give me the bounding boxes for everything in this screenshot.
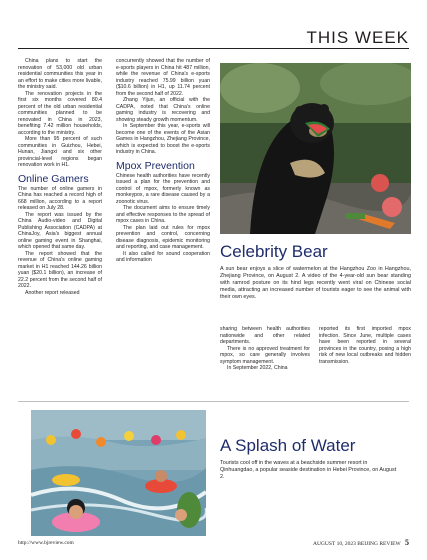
paragraph: The document aims to ensure timely and effective responses to the spread of mpox cases in China. [116,205,210,224]
paragraph: The renovation projects in the first six months covered 80.4 percent of the old urban residential communities planned to be renovated in China in 2023, benefiting 7.42 million households, according to the ministry. [18,90,102,136]
column-2 [116,58,210,264]
beach-photo [31,410,206,536]
paragraph: It also called for sound cooperation and information [116,250,210,263]
sun-bear-photo [220,63,411,234]
column-1 [18,58,102,296]
paragraph: There is no approved treatment for mpox, so care generally involves symptom management. [220,345,310,365]
heading-online-gamers: Online Gamers [18,172,89,185]
paragraph: reported its first imported mpox infection. Since June, multiple cases have been reported in several provinces in the country, posing a high risk of new local outbreaks and hidden transmission. [319,326,411,365]
paragraph: concurrently showed that the number of e-sports players in China hit 487 million, while the revenue of China's e-sports industry reached 75.99 billion yuan ($10.6 billion) in H1, up 11.74 percent from the second half of 2022. [116,58,210,97]
footer-url[interactable]: http://www.bjreview.com [18,540,74,546]
paragraph: The number of online gamers in China has reached a record high of 668 million, according to a report released on July 28. [18,185,102,211]
paragraph: In September 2022, China [227,365,288,371]
column-4 [319,326,411,365]
paragraph: China plans to start the renovation of 53,000 old urban residential communities this year in an effort to make cities more livable, the ministry said. [18,58,102,90]
heading-splash-of-water: A Splash of Water [220,436,356,455]
paragraph: Chinese health authorities have recently issued a plan for the prevention and control of mpox, formerly known as monkeypox, a rare disease caused by a zoonotic virus. [116,172,210,205]
paragraph: Another report released [25,289,80,296]
paragraph: More than 95 percent of such communities in Guizhou, Hebei, Hunan, Jiangxi and six other provincial-level regions began renovation work in H1. [18,136,102,168]
paragraph: In September this year, e-sports will become one of the events of the Asian Games in Hangzhou, Zhejiang Province, which is expected to boost the e-sports industry in China. [116,123,210,155]
paragraph: The report was issued by the China Audio-video and Digital Publishing Association (CADPA) at ChinaJoy, Asia's biggest annual online gaming event in Shanghai, which opened that same day. [18,211,102,250]
heading-celebrity-bear: Celebrity Bear [220,242,328,261]
section-title: THIS WEEK [306,28,409,47]
paragraph: Zhang Yijun, an official with the CADPA, noted that China's online gaming industry is recovering and showing steady growth momentum. [116,97,210,123]
header-rule [18,48,409,49]
page-number: 5 [405,538,409,547]
column-3 [220,326,310,372]
paragraph: The plan laid out rules for mpox prevention and control, concerning disease diagnosis, epidemic monitoring and reporting, and case management. [116,224,210,250]
bear-caption: A sun bear enjoys a slice of watermelon at the Hangzhou Zoo in Hangzhou, Zhejiang Province, on August 2. A video of the 4-year-old sun bear standing with ramrod posture on its hind legs recently went viral on Chinese social media, attracting an increased number of tourists eager to see the animal with their own eyes. [220,266,411,300]
splash-caption: Tourists cool off in the waves at a beachside summer resort in Qinhuangdao, a popular seaside destination in Hebei Province, on August 2. [220,460,397,480]
footer-issue [313,538,409,547]
issue-date: AUGUST 10, 2023 BEIJING REVIEW [312,541,401,547]
paragraph: The report showed that the revenue of China's online gaming market in H1 reached 144.26 billion yuan ($20.1 billion), an increase of 22.2 percent from the second half of 2022. [18,250,102,289]
paragraph: sharing between health authorities nationwide and other related departments. [220,326,310,345]
heading-mpox-prevention: Mpox Prevention [116,159,195,172]
section-divider [18,401,409,402]
